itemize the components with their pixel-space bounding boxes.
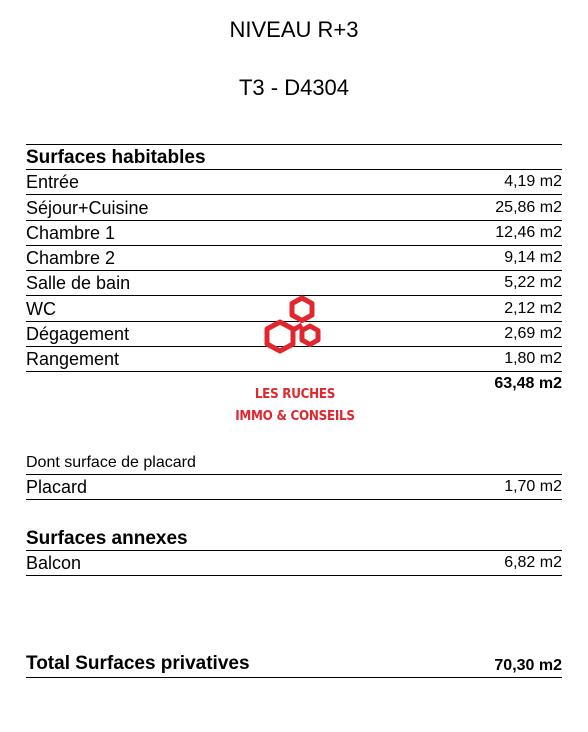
unit-title: T3 - D4304 — [238, 75, 350, 100]
habitable-row — [26, 246, 562, 271]
room-label: Salle de bain — [26, 273, 131, 294]
room-label: Séjour+Cuisine — [26, 197, 149, 218]
habitables-total: 63,48 m2 — [494, 375, 562, 393]
room-area: 2,12 m2 — [504, 299, 562, 317]
habitable-row — [26, 170, 562, 195]
grand-total-value: 70,30 m2 — [494, 657, 562, 674]
room-label: Dégagement — [26, 324, 130, 345]
annexes-heading: Surfaces annexes — [26, 526, 562, 551]
room-label: Rangement — [26, 349, 120, 370]
habitable-row — [26, 195, 562, 220]
room-label: WC — [26, 298, 56, 319]
room-label: Chambre 1 — [26, 222, 116, 243]
grand-total-label: Total Surfaces privatives — [26, 653, 250, 674]
annexes-section — [26, 526, 562, 576]
placard-label: Placard — [26, 477, 88, 498]
grand-total-row — [26, 653, 562, 678]
brand-line-2: IMMO & CONSEILS — [235, 409, 355, 424]
room-area: 2,69 m2 — [504, 325, 562, 343]
placard-section — [26, 451, 562, 500]
placard-row — [26, 475, 562, 500]
room-area: 9,14 m2 — [504, 249, 562, 267]
room-label: Entrée — [26, 172, 80, 193]
room-label: Chambre 2 — [26, 248, 116, 269]
honeycomb-logo-icon — [258, 294, 332, 366]
grand-total-section — [26, 653, 562, 678]
brand-line-1: LES RUCHES — [254, 387, 336, 402]
les-ruches-watermark — [230, 294, 360, 434]
room-area: 25,86 m2 — [495, 198, 562, 216]
placard-subtitle: Dont surface de placard — [26, 451, 562, 475]
placard-value: 1,70 m2 — [504, 478, 562, 496]
balcon-row — [26, 551, 562, 576]
habitables-heading: Surfaces habitables — [26, 145, 562, 170]
room-area: 1,80 m2 — [504, 350, 562, 368]
balcon-label: Balcon — [26, 553, 82, 574]
habitable-row — [26, 271, 562, 296]
room-area: 4,19 m2 — [504, 173, 562, 191]
room-area: 5,22 m2 — [504, 274, 562, 292]
level-title: NIVEAU R+3 — [229, 17, 359, 42]
room-area: 12,46 m2 — [495, 223, 562, 241]
habitable-row — [26, 221, 562, 246]
balcon-value: 6,82 m2 — [504, 554, 562, 572]
